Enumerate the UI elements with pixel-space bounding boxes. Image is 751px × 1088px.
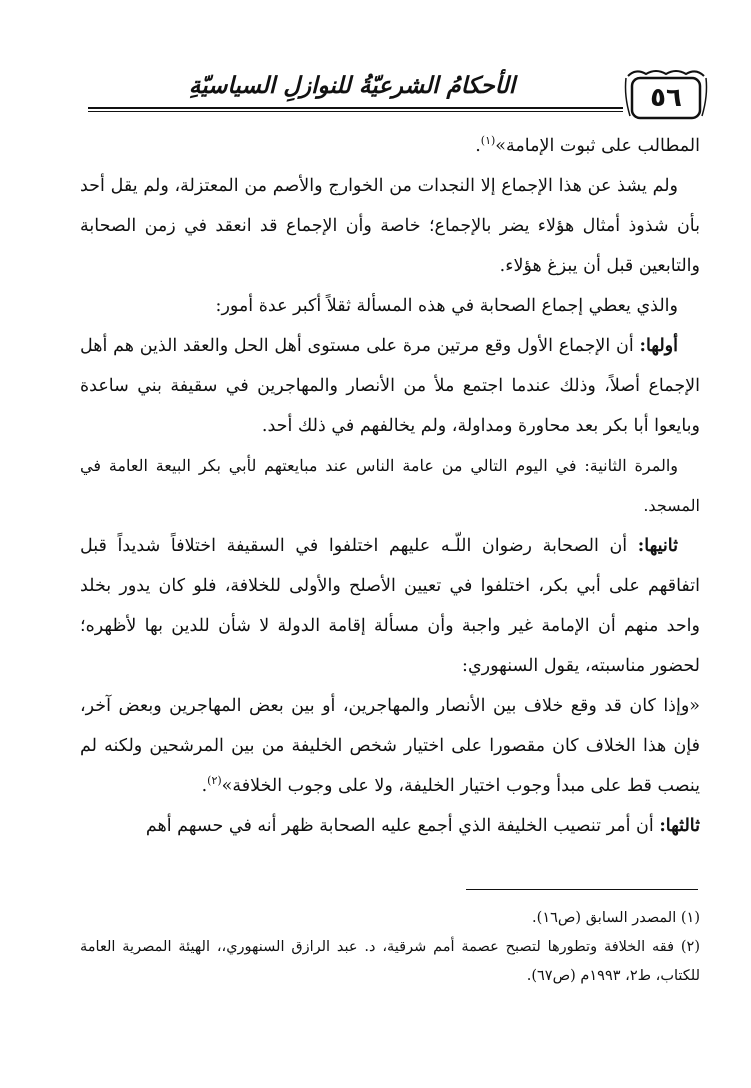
- footnote-2: (٢) فقه الخلافة وتطورها لتصبح عصمة أمم شرقية، د. عبد الرازق السنهوري،، الهيئة المصرية العامة للكتاب، ط٢، ١٩٩٣م (ص٦٧).: [80, 939, 700, 984]
- running-title: الأحكامُ الشرعيّةُ للنوازلِ السياسيّةِ: [188, 72, 516, 99]
- paragraph-8-lead: ثالثها:: [659, 816, 700, 836]
- paragraph-8: ثالثها: أن أمر تنصيب الخليفة الذي أجمع عليه الصحابة ظهر أنه في حسهم أهم: [145, 816, 700, 836]
- page-number: ٥٦: [650, 83, 682, 113]
- paragraph-3: والذي يعطي إجماع الصحابة في هذه المسألة ثقلاً أكبر عدة أمور:: [215, 296, 678, 316]
- paragraph-6-lead: ثانيها:: [637, 536, 678, 556]
- paragraph-5: والمرة الثانية: في اليوم التالي من عامة الناس عند مبايعتهم لأبي بكر البيعة العامة في المسجد.: [80, 456, 700, 515]
- paragraph-1: المطالب على ثبوت الإمامة»$^{(١)}$.: [475, 134, 700, 156]
- footnote-ref-1[interactable]: (١): [480, 134, 496, 148]
- footnote-ref-2[interactable]: (٢): [207, 774, 222, 788]
- paragraph-4-lead: أولها:: [639, 336, 678, 356]
- footnotes: [80, 904, 700, 991]
- paragraph-7-quote: «وإذا كان قد وقع خلاف بين الأنصار والمهاجرين، أو بين بعض المهاجرين وبعض آخر، فإن هذا الخلاف كان مقصورا على اختيار شخص الخليفة من بين المرشحين ولكنه لم ينصب قط على مبدأ وجوب اختيار الخليفة، ولا على وجوب الخلافة»$^{(٢)}$.: [80, 696, 700, 796]
- body-text: [80, 126, 700, 846]
- header-rule: [88, 107, 623, 109]
- paragraph-2: ولم يشذ عن هذا الإجماع إلا النجدات من الخوارج والأصم من المعتزلة، ولم يقل أحد بأن شذوذ أمثال هؤلاء يضر بالإجماع؛ خاصة وأن الإجماع قد انعقد في زمن الصحابة والتابعين قبل أن يبزغ هؤلاء.: [80, 176, 700, 276]
- header-rule-thin: [88, 111, 623, 112]
- footnote-1: (١) المصدر السابق (ص١٦).: [532, 910, 700, 926]
- footnote-separator: [466, 889, 698, 890]
- paragraph-4: أولها: أن الإجماع الأول وقع مرتين مرة على مستوى أهل الحل والعقد الذين هم أهل الإجماع أصلاً، وذلك عندما اجتمع ملأ من الأنصار والمهاجرين في سقيفة بني ساعدة وبايعوا أبا بكر بعد محاورة ومداولة، ولم يخالفهم في ذلك أحد.: [80, 336, 700, 436]
- paragraph-6: ثانيها: أن الصحابة رضوان اللّـه عليهم اختلفوا في السقيفة اختلافاً شديداً قبل اتفاقهم على أبي بكر، اختلفوا في تعيين الأصلح والأولى للخلافة، فلو كان يدور بخلد واحد منهم أن الإمامة غير واجبة وأن مسألة إقامة الدولة لا شأن للدين بها لأظهره؛ لحضور مناسبته، يقول السنهوري:: [80, 536, 700, 676]
